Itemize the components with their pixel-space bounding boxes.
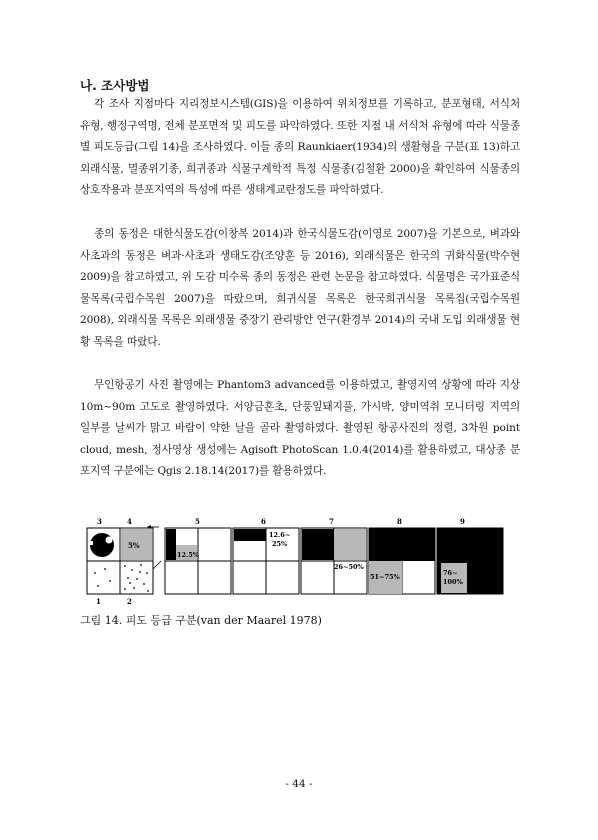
panel-grades-1-4 [87,528,153,594]
grade-number-3: 3 [97,517,102,526]
cover-label-76-100-a: 76~ [443,569,458,577]
cover-label-6-12: 6~12.5% [167,551,199,559]
grade-number-1: 1 [96,597,101,606]
cover-label-12-25-a: 12.6~ [269,531,291,539]
grade-number-2: 2 [127,597,132,606]
cover-label-51-75: 51~75% [370,573,400,581]
grade-number-4: 4 [127,517,132,526]
page-number: - 44 - [285,778,313,790]
grade-number-9: 9 [460,517,465,526]
grade-number-5: 5 [195,517,200,526]
panel-grade-5 [165,528,231,594]
figure-caption: 그림 14. 피도 등급 구분(van der Maarel 1978) [80,614,322,627]
panel-grade-6 [233,528,299,594]
paragraph-survey-method: 각 조사 지점마다 지리정보시스템(GIS)을 이용하여 위치정보를 기록하고, 분포형태, 서식처 유형, 행정구역명, 전체 분포면적 및 피도를 파악하였다. 또한 지점 내 서식처 유형에 따라 식물종별 피도등급(그림 14)을 조사하였다. 이들 종의 Raunkiaer(1934)의 생활형을 구분(표 13)하고 외래식물, 멸종위기종, 희귀종과 식물구계학적 특정 식물종(김철환 2000)을 확인하여 식물종의 상호작용과 분포지역의 특성에 따른 생태계교란정도를 파악하였다. [80,98,520,197]
cover-label-12-25-b: 25% [272,540,288,548]
cover-grade-diagram [85,515,505,610]
paragraph-drone-survey: 무인항공기 사진 촬영에는 Phantom3 advanced를 이용하였고, 촬영지역 상황에 따라 지상 10m~90m 고도로 촬영하였다. 서양금혼초, 단풍잎돼지풀, 가시박, 양미역취 모니터링 지역의 일부를 날씨가 맑고 바람이 약한 날을 골라 촬영하였다. 촬영된 항공사진의 정렬, 3차원 point cloud, mesh, 정사영상 생성에는 Agisoft PhotoScan 1.0.4(2014)를 활용하였고, 대상종 분포지역 구분에는 Qgis 2.18.14(2017)를 활용하였다. [80,379,520,478]
panel-grade-7 [301,528,367,594]
grade-number-6: 6 [261,517,266,526]
cover-label-12-25 [269,531,293,548]
panel-grade-9 [437,528,503,594]
cover-grade-figure [85,515,505,610]
paragraph-identification: 종의 동정은 대한식물도감(이창복 2014)과 한국식물도감(이영로 2007)을 기본으로, 벼과와 사초과의 동정은 벼과·사초과 생태도감(조양훈 등 2016), 외래식물은 한국의 귀화식물(박수현 2009)을 참고하였고, 위 도감 미수록 종의 동정은 관련 논문을 참고하였다. 식물명은 국가표준식물목록(국립수목원 2007)을 따랐으며, 희귀식물 목록은 한국희귀식물 목록집(국립수목원 2008), 외래식물 목록은 외래생물 중장기 관리방안 연구(환경부 2014)의 국내 도입 외래생물 현황 목록을 따랐다. [80,228,520,348]
grade-number-8: 8 [397,517,402,526]
section-heading: 나. 조사방법 [80,78,150,93]
grade-number-7: 7 [329,517,334,526]
panel-grade-8 [369,528,435,594]
cover-label-5pct: 5% [128,541,140,550]
cover-label-26-50: 26~50% [334,563,364,571]
cover-label-76-100-b: 100% [443,578,463,586]
